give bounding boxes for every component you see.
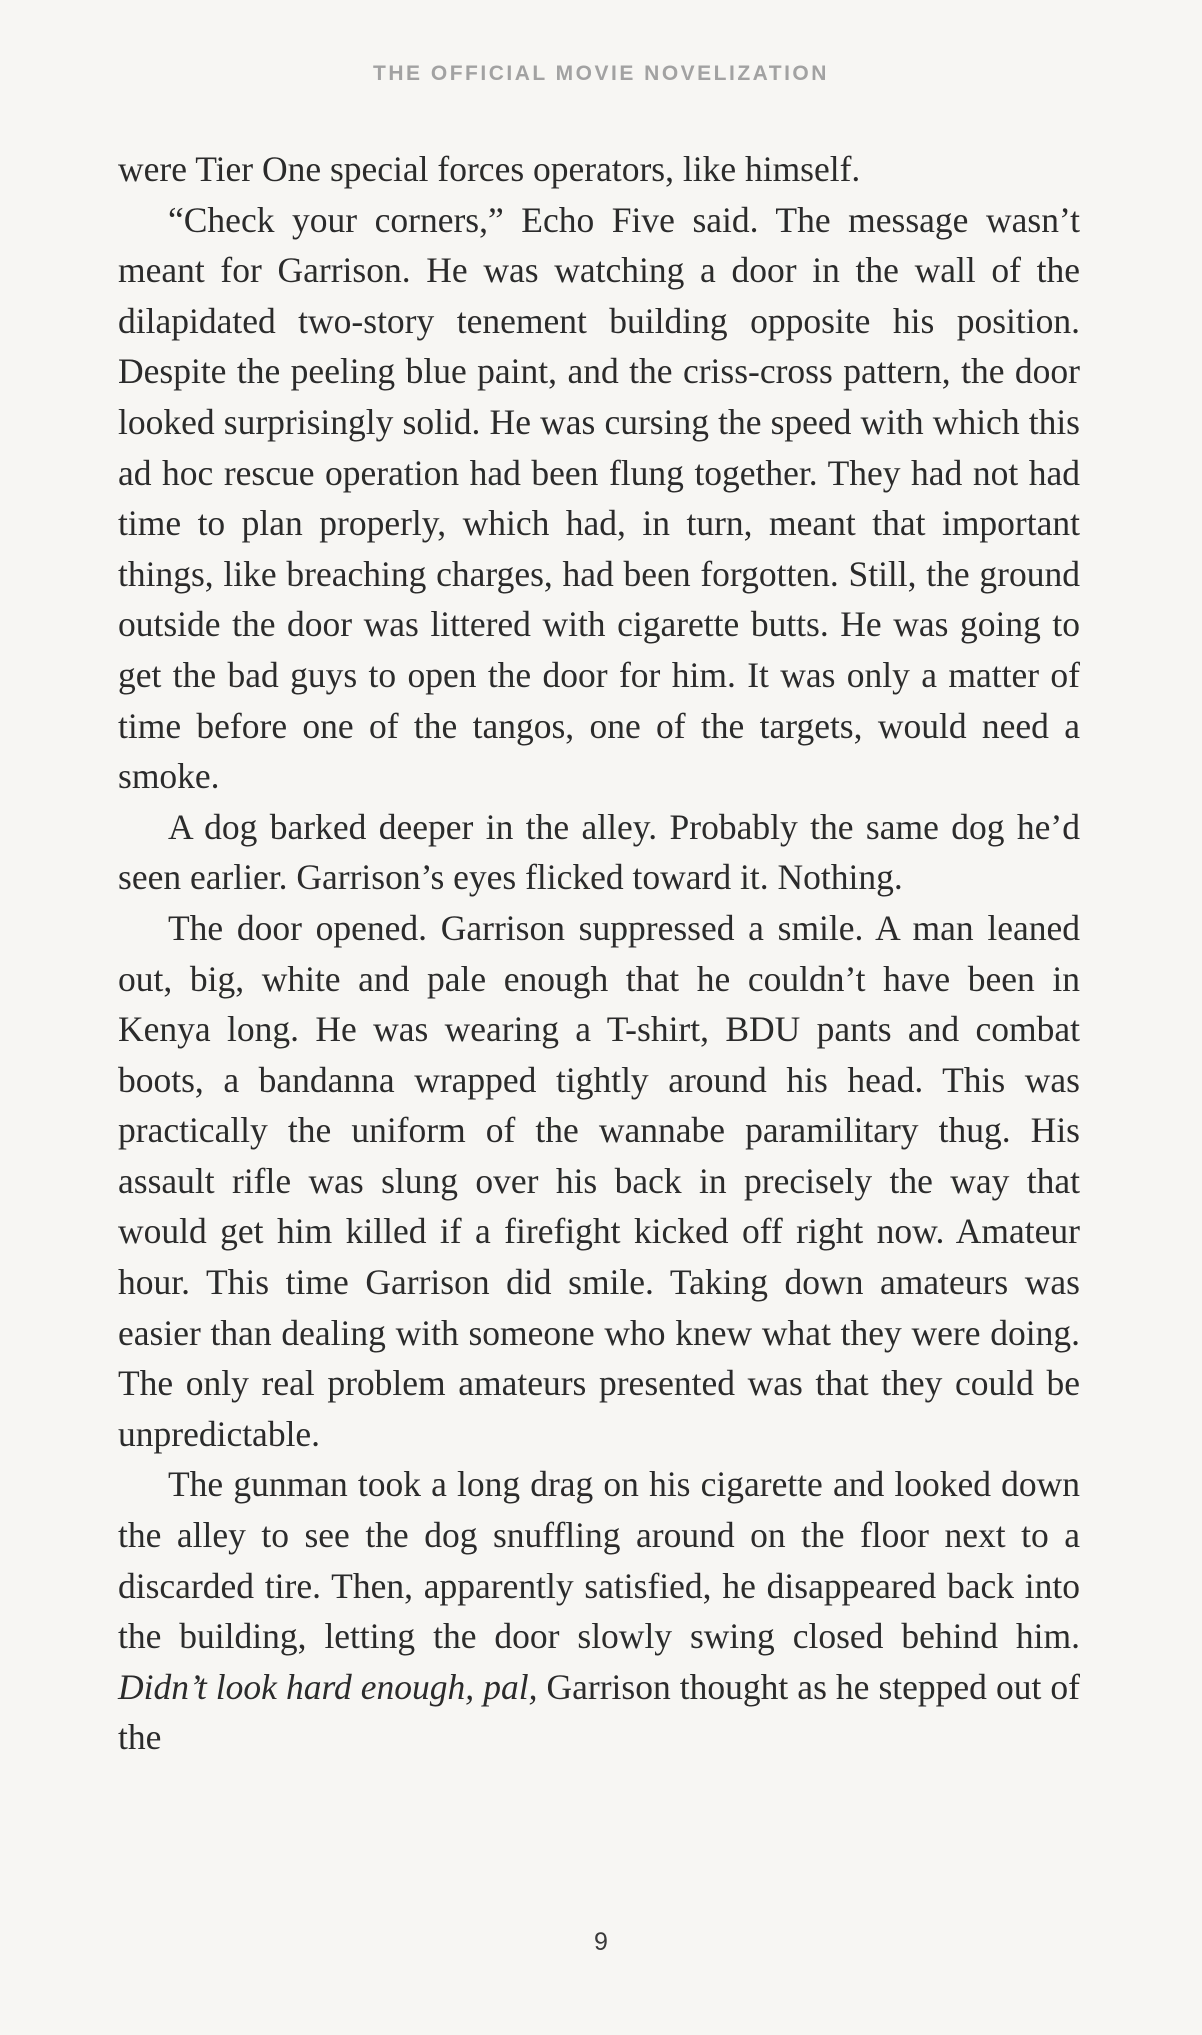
paragraph: A dog barked deeper in the alley. Probably the same dog he’d seen earlier. Garrison’s eyes flicked toward it. Nothing. — [118, 806, 1080, 898]
page-number: 9 — [594, 1928, 608, 1956]
paragraph-text: The gunman took a long drag on his cigarette and looked down the alley to see the dog snuffling around on the floor next to a discarded tire. Then, apparently satisfied, he disappeared back into the building, letting the door slowly swing closed behind him. — [118, 1464, 1080, 1657]
running-head: THE OFFICIAL MOVIE NOVELIZATION — [373, 62, 829, 85]
paragraph: The door opened. Garrison suppressed a smile. A man leaned out, big, white and pale enough that he couldn’t have been in Kenya long. He was wearing a T-shirt, BDU pants and combat boots, a bandanna wrapped tightly around his head. This was practically the uniform of the wannabe paramilitary thug. His assault rifle was slung over his back in precisely the way that would get him killed if a firefight kicked off right now. Amateur hour. This time Garrison did smile. Taking down amateurs was easier than dealing with someone who knew what they were doing. The only real problem amateurs presented was that they could be unpredictable. — [118, 907, 1080, 1454]
paragraph-last — [118, 1459, 1080, 1763]
paragraph: “Check your corners,” Echo Five said. The message wasn’t meant for Garrison. He was watching a door in the wall of the dilapidated two-story tenement building opposite his position. Despite the peeling blue paint, and the criss-cross pattern, the door looked surprisingly solid. He was cursing the speed with which this ad hoc rescue operation had been flung together. They had not had time to plan properly, which had, in turn, meant that important things, like breaching charges, had been forgotten. Still, the ground outside the door was littered with cigarette butts. He was going to get the bad guys to open the door for him. It was only a matter of time before one of the tangos, one of the targets, would need a smoke. — [118, 199, 1080, 797]
paragraph-continuation: were Tier One special forces operators, like himself. — [118, 149, 861, 189]
body-text — [118, 144, 1080, 1763]
paragraph-text-end: Garrison thought as he stepped out of the — [118, 1666, 1080, 1758]
italic-thought: Didn’t look hard enough, pal, — [118, 1666, 538, 1707]
